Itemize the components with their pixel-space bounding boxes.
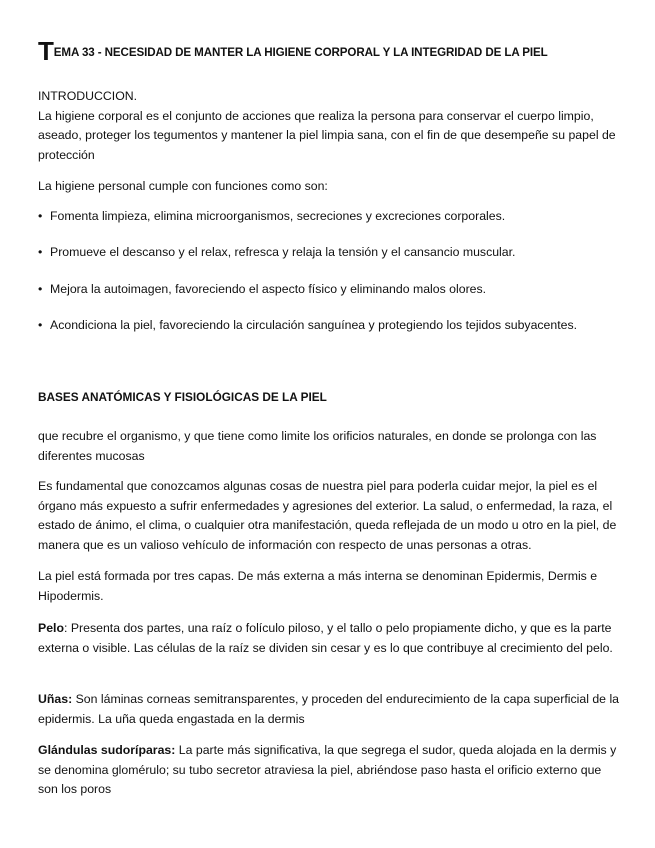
section-paragraph-2: Es fundamental que conozcamos algunas cosas de nuestra piel para poderla cuidar mejor, la piel es el órgano más expuesto a sufrir enfermedades y agresiones del exterior. La salud, o enfermedad, la raza, el estado de ánimo, el clima, o cualquier otra manifestación, queda reflejada de un modo u otro en la piel, de manera que es un valioso vehículo de información con respecto de unas personas a otras.	[38, 479, 617, 552]
bullet-icon: •	[38, 209, 43, 223]
pelo-text: : Presenta dos partes, una raíz o folículo piloso, y el tallo o pelo propiamente dicho, y que es la parte externa o visible. Las células de la raíz se dividen sin cesar y es lo que contribuye al crecimiento del pelo.	[38, 621, 613, 655]
pelo-paragraph	[38, 619, 620, 658]
glandulas-label: Glándulas sudoríparas:	[38, 743, 176, 757]
list-item	[38, 280, 638, 300]
section-title: BASES ANATÓMICAS Y FISIOLÓGICAS DE LA PIEL	[38, 390, 327, 404]
list-item	[38, 243, 638, 263]
list-item	[38, 316, 638, 336]
intro-paragraph	[38, 87, 620, 165]
page-title	[38, 38, 638, 64]
bullet-icon: •	[38, 318, 43, 332]
pelo-label: Pelo	[38, 621, 64, 635]
title-initial: T	[38, 36, 54, 66]
functions-lead: La higiene personal cumple con funciones como son:	[38, 179, 328, 193]
unas-label: Uñas:	[38, 692, 73, 706]
unas-text: Son láminas corneas semitransparentes, y proceden del endurecimiento de la capa superficial de la epidermis. La uña queda engastada en la dermis	[38, 692, 620, 726]
bullet-text: Promueve el descanso y el relax, refresca y relaja la tensión y el cansancio muscular.	[50, 245, 516, 259]
title-rest: EMA 33 - NECESIDAD DE MANTER LA HIGIENE CORPORAL Y LA INTEGRIDAD DE LA PIEL	[53, 46, 548, 59]
intro-text: La higiene corporal es el conjunto de acciones que realiza la persona para conservar el cuerpo limpio, aseado, proteger los tegumentos y mantener la piel limpia sana, con el fin de que desempeñe su papel de protección	[38, 108, 616, 162]
glandulas-paragraph	[38, 741, 620, 800]
bullet-icon: •	[38, 245, 43, 259]
bullet-text: Mejora la autoimagen, favoreciendo el aspecto físico y eliminando malos olores.	[50, 282, 487, 296]
bullet-text: Fomenta limpieza, elimina microorganismos, secreciones y excreciones corporales.	[50, 209, 506, 223]
intro-heading: INTRODUCCION.	[38, 89, 138, 103]
glandulas-text: La parte más significativa, la que segrega el sudor, queda alojada en la dermis y se denomina glomérulo; su tubo secretor atraviesa la piel, abriéndose paso hasta el orificio externo que son los poros	[38, 743, 617, 796]
unas-paragraph	[38, 690, 620, 729]
section-paragraph-1: que recubre el organismo, y que tiene como limite los orificios naturales, en donde se prolonga con las diferentes mucosas	[38, 429, 597, 463]
bullet-text: Acondiciona la piel, favoreciendo la circulación sanguínea y protegiendo los tejidos subyacentes.	[50, 318, 578, 332]
list-item	[38, 207, 638, 227]
section-paragraph-3: La piel está formada por tres capas. De más externa a más interna se denominan Epidermis, Dermis e Hipodermis.	[38, 569, 598, 603]
bullet-icon: •	[38, 282, 43, 296]
